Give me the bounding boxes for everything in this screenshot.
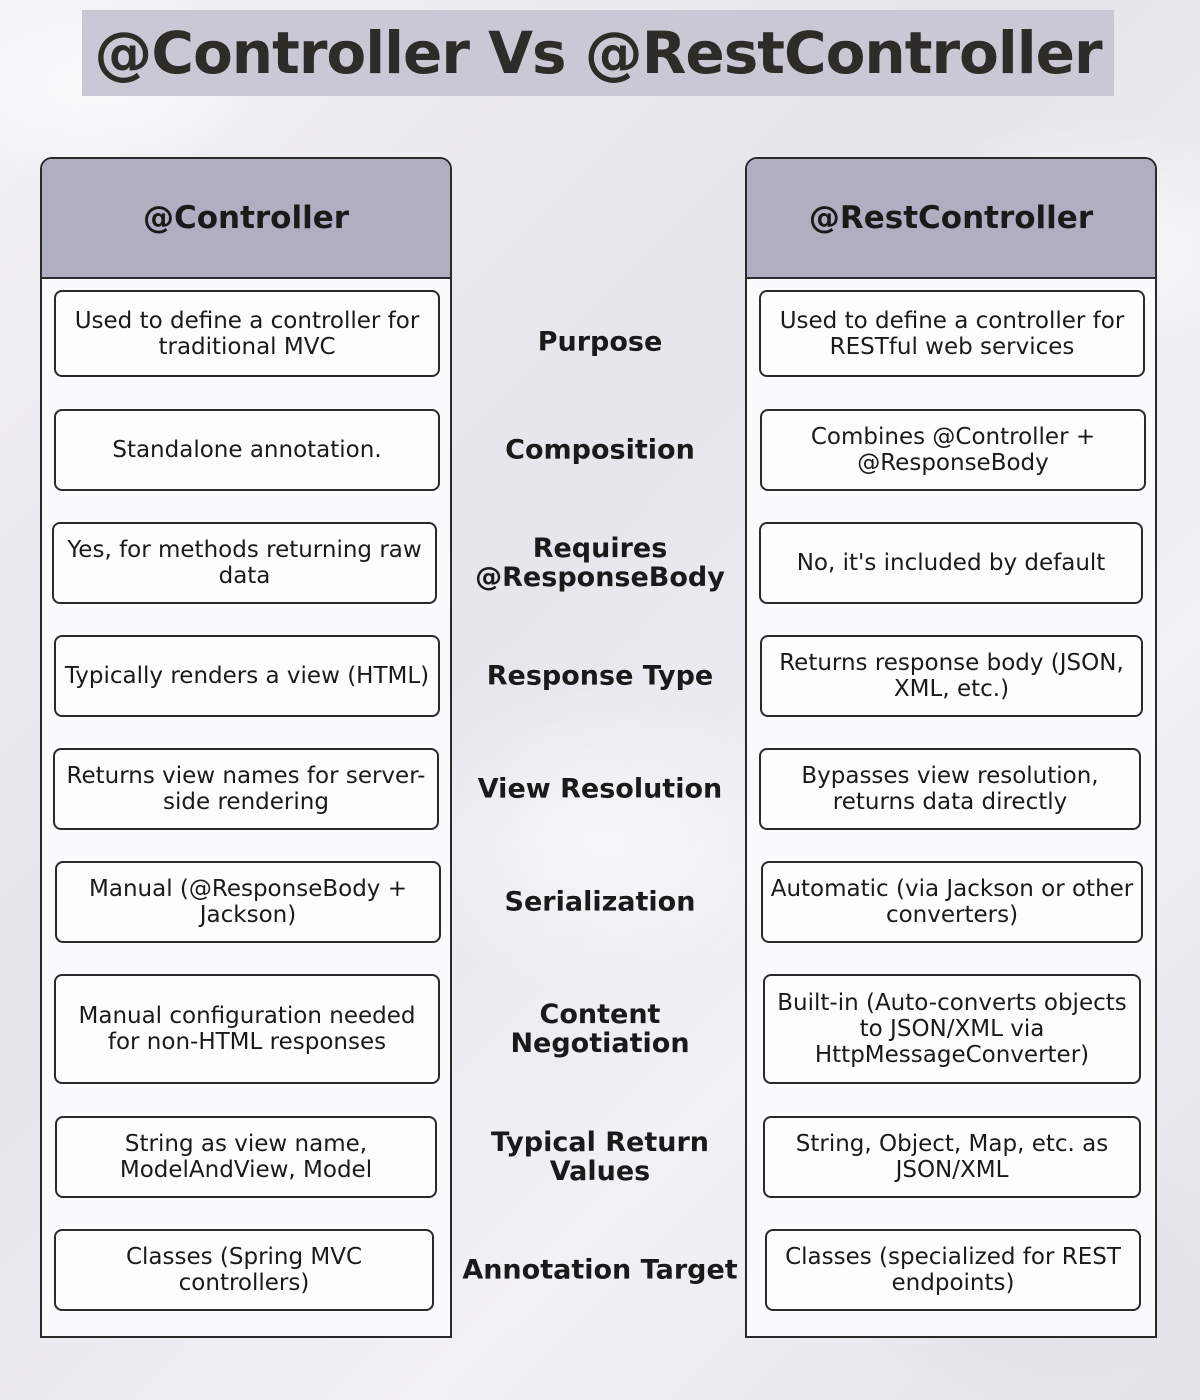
rest-controller-composition-cell: Combines @Controller + @ResponseBody	[760, 409, 1146, 491]
controller-view-resolution-cell: Returns view names for server-side rendering	[53, 748, 439, 830]
title-banner	[82, 10, 1114, 96]
rest-controller-purpose-cell: Used to define a controller for RESTful web services	[759, 290, 1145, 377]
response-type-label: Response Type	[486, 660, 714, 692]
rest-controller-response-type-cell: Returns response body (JSON, XML, etc.)	[760, 635, 1143, 717]
controller-purpose-cell: Used to define a controller for traditional MVC	[54, 290, 440, 377]
controller-return-values-cell: String as view name, ModelAndView, Model	[55, 1116, 437, 1198]
controller-annotation-target-cell: Classes (Spring MVC controllers)	[54, 1229, 434, 1311]
controller-requires-responsebody-cell: Yes, for methods returning raw data	[52, 522, 437, 604]
rest-controller-column-header: @RestController	[747, 159, 1155, 279]
purpose-label: Purpose	[537, 326, 663, 358]
content-negotiation-label: Content Negotiation	[510, 999, 690, 1059]
rest-controller-content-negotiation-cell: Built-in (Auto-converts objects to JSON/XML via HttpMessageConverter)	[763, 974, 1141, 1084]
rest-controller-return-values-cell: String, Object, Map, etc. as JSON/XML	[763, 1116, 1141, 1198]
rest-controller-requires-responsebody-cell: No, it's included by default	[759, 522, 1143, 604]
controller-column-header: @Controller	[42, 159, 450, 279]
composition-label: Composition	[505, 434, 695, 466]
controller-serialization-cell: Manual (@ResponseBody + Jackson)	[55, 861, 441, 943]
controller-response-type-cell: Typically renders a view (HTML)	[54, 635, 440, 717]
rest-controller-annotation-target-cell: Classes (specialized for REST endpoints)	[765, 1229, 1141, 1311]
page-title: @Controller Vs @RestController	[94, 19, 1102, 87]
rest-controller-view-resolution-cell: Bypasses view resolution, returns data directly	[759, 748, 1141, 830]
serialization-label: Serialization	[504, 886, 696, 918]
requires-responsebody-label: Requires @ResponseBody	[475, 533, 725, 593]
controller-content-negotiation-cell: Manual configuration needed for non-HTML responses	[54, 974, 440, 1084]
view-resolution-label: View Resolution	[477, 773, 723, 805]
controller-composition-cell: Standalone annotation.	[54, 409, 440, 491]
annotation-target-label: Annotation Target	[462, 1254, 738, 1286]
return-values-label: Typical Return Values	[490, 1127, 710, 1187]
rest-controller-serialization-cell: Automatic (via Jackson or other converters)	[761, 861, 1143, 943]
